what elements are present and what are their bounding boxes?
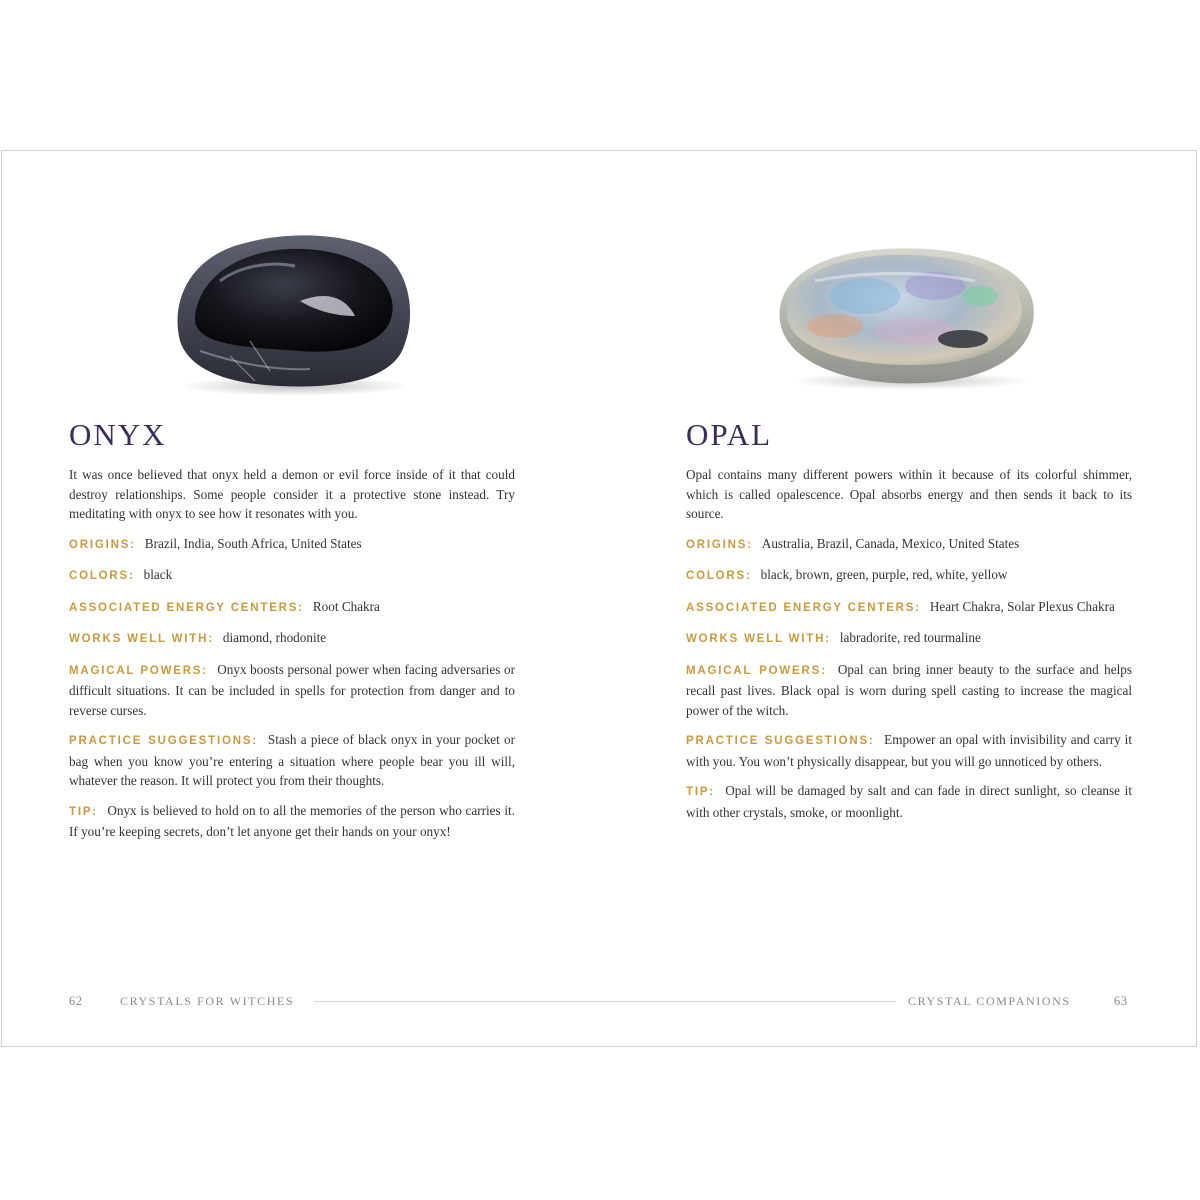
running-head: CRYSTAL COMPANIONS [908, 994, 1071, 1008]
entry-text: Stash a piece of black onyx in your pocket or bag when you know you’re entering a situation where people bear you ill will, whatever the reason. It will protect you from their thoughts. [69, 732, 516, 788]
stone-title: ONYX [69, 417, 167, 452]
entry-label: COLORS: [686, 570, 757, 582]
entry-magical-powers [69, 660, 515, 721]
running-head: CRYSTALS FOR WITCHES [120, 994, 295, 1008]
entry-label: ORIGINS: [69, 538, 141, 551]
stone-description [686, 465, 1132, 832]
stone-description [69, 465, 515, 852]
entry-text: Australia, Brazil, Canada, Mexico, United States [761, 535, 1020, 551]
entry-energy-centers [686, 597, 1132, 619]
entry-practice-suggestions [69, 730, 515, 791]
entry-text: Onyx is believed to hold on to all the memories of the person who carries it. If you’re keeping secrets, don’t let anyone get their hands on your onyx! [69, 802, 515, 839]
entry-text: black, brown, green, purple, red, white, yellow [760, 567, 1008, 582]
entry-label: TIP: [69, 805, 104, 818]
entry-tip [686, 781, 1132, 822]
entry-label: WORKS WELL WITH: [69, 633, 219, 645]
entry-origins [686, 534, 1132, 556]
entry-text: Brazil, India, South Africa, United States [144, 535, 362, 551]
entry-text: labradorite, red tourmaline [839, 630, 981, 645]
entry-text: Opal can bring inner beauty to the surface and helps recall past lives. Black opal is worn during spell casting to increase the magical power of the witch. [686, 661, 1132, 718]
entry-tip [69, 801, 515, 842]
entry-text: Heart Chakra, Solar Plexus Chakra [929, 598, 1115, 614]
intro-paragraph: Opal contains many different powers within it because of its colorful shimmer, which is called opalescence. Opal absorbs energy and then sends it back to its source. [686, 467, 1132, 521]
entry-label: WORKS WELL WITH: [686, 633, 836, 645]
entry-label: ASSOCIATED ENERGY CENTERS: [69, 601, 309, 614]
entry-energy-centers [69, 597, 515, 619]
entry-text: Onyx boosts personal power when facing adversaries or difficult situations. It can be included in spells for protection from danger and to reverse curses. [69, 661, 515, 718]
entry-label: COLORS: [69, 570, 140, 582]
entry-practice-suggestions [686, 730, 1132, 771]
entry-text: diamond, rhodonite [222, 630, 327, 645]
entry-text: Opal will be damaged by salt and can fade in direct sunlight, so cleanse it with other crystals, smoke, or moonlight. [686, 783, 1132, 820]
entry-label: MAGICAL POWERS: [686, 664, 834, 677]
onyx-stone-image [160, 221, 420, 396]
entry-label: ORIGINS: [686, 538, 758, 551]
footer-rule [600, 1001, 896, 1002]
entry-works-well-with [69, 628, 515, 650]
entry-text: Empower an opal with invisibility and carry it with you. You won’t physically disappear, but you will go unnoticed by others. [686, 732, 1132, 769]
intro-paragraph: It was once believed that onyx held a demon or evil force inside of it that could destroy relationships. Some people consider it a protective stone instead. Try meditating with onyx to see how it resonates with you. [69, 467, 515, 521]
entry-colors [69, 565, 515, 587]
opal-stone-image [775, 241, 1040, 391]
entry-label: PRACTICE SUGGESTIONS: [69, 735, 264, 747]
page-number: 62 [69, 994, 83, 1008]
entry-colors [686, 565, 1132, 587]
book-spread [1, 150, 1197, 1047]
entry-works-well-with [686, 628, 1132, 650]
footer-rule [314, 1001, 600, 1002]
entry-origins [69, 534, 515, 556]
entry-text: Root Chakra [312, 598, 380, 614]
stone-title: OPAL [686, 417, 773, 452]
entry-magical-powers [686, 660, 1132, 721]
left-page [2, 151, 600, 1046]
page-number: 63 [1114, 994, 1128, 1008]
entry-label: PRACTICE SUGGESTIONS: [686, 735, 881, 747]
entry-label: ASSOCIATED ENERGY CENTERS: [686, 601, 926, 614]
right-page [600, 151, 1198, 1046]
entry-text: black [143, 567, 173, 582]
entry-label: TIP: [686, 786, 722, 798]
entry-label: MAGICAL POWERS: [69, 664, 214, 677]
